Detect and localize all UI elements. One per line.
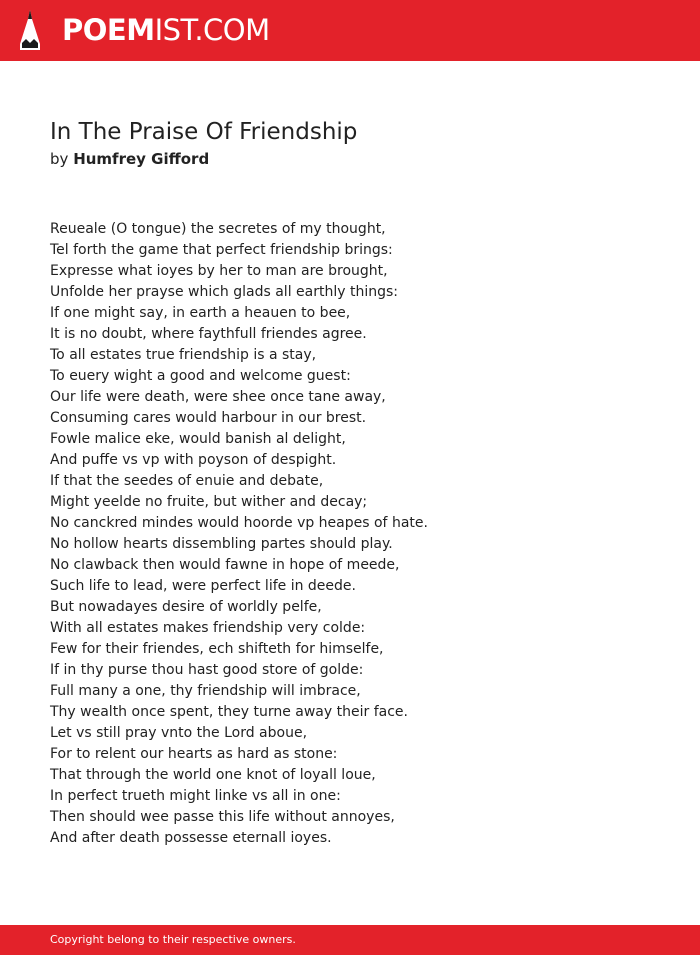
poem-line: Consuming cares would harbour in our brest. bbox=[50, 410, 367, 426]
poem-line: No canckred mindes would hoorde vp heapes of hate. bbox=[50, 515, 428, 531]
logo-light-text: IST.COM bbox=[154, 13, 270, 47]
author-name: Humfrey Gifford bbox=[73, 150, 210, 168]
poem-line: In perfect trueth might linke vs all in one: bbox=[50, 788, 341, 804]
poem-line: Our life were death, were shee once tane away, bbox=[50, 389, 386, 405]
poem-line: And puffe vs vp with poyson of despight. bbox=[50, 452, 337, 468]
poem-title: In The Praise Of Friendship bbox=[50, 119, 358, 145]
poem-line: If that the seedes of enuie and debate, bbox=[50, 473, 324, 489]
byline bbox=[50, 149, 209, 169]
poem-line: To all estates true friendship is a stay, bbox=[50, 347, 317, 363]
poem-line: Reueale (O tongue) the secretes of my thought, bbox=[50, 221, 386, 237]
footer-bar bbox=[0, 925, 700, 955]
poem-line: Few for their friendes, ech shifteth for himselfe, bbox=[50, 641, 384, 657]
poem-line: For to relent our hearts as hard as stone: bbox=[50, 746, 338, 762]
poem-line: That through the world one knot of loyall loue, bbox=[50, 767, 376, 783]
poem-line: Full many a one, thy friendship will imbrace, bbox=[50, 683, 361, 699]
poem-line: Expresse what ioyes by her to man are brought, bbox=[50, 263, 388, 279]
poem-line: It is no doubt, where faythfull friendes agree. bbox=[50, 326, 367, 342]
poem-line: But nowadayes desire of worldly pelfe, bbox=[50, 599, 322, 615]
poem-body bbox=[50, 219, 650, 849]
poem-line: Such life to lead, were perfect life in deede. bbox=[50, 578, 356, 594]
poem-line: If in thy purse thou hast good store of golde: bbox=[50, 662, 364, 678]
poem-line: Fowle malice eke, would banish al delight, bbox=[50, 431, 346, 447]
poem-line: No clawback then would fawne in hope of meede, bbox=[50, 557, 400, 573]
poem-line: Tel forth the game that perfect friendship brings: bbox=[50, 242, 393, 258]
poem-line: Unfolde her prayse which glads all earthly things: bbox=[50, 284, 398, 300]
poem-line: Might yeelde no fruite, but wither and decay; bbox=[50, 494, 368, 510]
site-logo[interactable] bbox=[62, 12, 270, 48]
copyright-notice: Copyright belong to their respective owners. bbox=[50, 933, 296, 946]
poem-line: And after death possesse eternall ioyes. bbox=[50, 830, 332, 846]
logo-bold-text: POEM bbox=[62, 13, 155, 47]
poem-line: Then should wee passe this life without annoyes, bbox=[50, 809, 395, 825]
poem-line: Thy wealth once spent, they turne away their face. bbox=[50, 704, 408, 720]
poem-line: Let vs still pray vnto the Lord aboue, bbox=[50, 725, 308, 741]
pencil-tip-icon bbox=[18, 10, 42, 50]
poem-line: No hollow hearts dissembling partes should play. bbox=[50, 536, 393, 552]
poem-line: With all estates makes friendship very colde: bbox=[50, 620, 366, 636]
poem-line: To euery wight a good and welcome guest: bbox=[50, 368, 351, 384]
by-label: by bbox=[50, 150, 69, 168]
header-bar bbox=[0, 0, 700, 61]
poem-line: If one might say, in earth a heauen to bee, bbox=[50, 305, 351, 321]
